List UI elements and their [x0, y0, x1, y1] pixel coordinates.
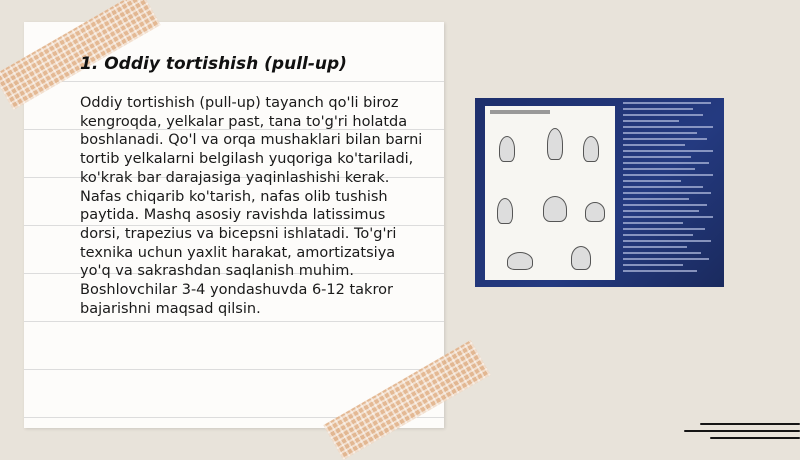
scribble-lines-decoration [680, 419, 800, 439]
figure-icon [497, 198, 513, 224]
figure-icon [571, 246, 591, 270]
figure-icon [499, 136, 515, 162]
body-paragraph: Oddiy tortishish (pull-up) tayanch qo'li biroz kengroqda, yelkalar past, tana to'g'ri holatda boshlanadi. Qo'l va orqa mushaklari bilan barni tortib yelkalarni belgilash yuqoriga ko'tariladi, ko'krak bar darajasiga yaqinlashishi kerak. Nafas chiqarib ko'tarish, nafas olib tushish paytida. Mashq asosiy ravishda latissimus dorsi, trapezius va bicepsni ishlatadi. To'g'ri texnika uchun yaxlit harakat, amortizatsiya yo'q va sakrashdan saqlanish muhim. Boshlovchilar 3-4 yondashuvda 6-12 takror bajarishni maqsad qilsin. [80, 95, 423, 317]
illustration-sheet [485, 106, 615, 280]
page-title: 1. Oddiy tortishish (pull-up) [80, 54, 347, 74]
figure-icon [585, 202, 605, 222]
exercise-illustration [475, 98, 724, 287]
figure-icon [547, 128, 563, 160]
illustration-text-column [623, 102, 719, 282]
sheet-header-line [490, 110, 550, 114]
figure-icon [583, 136, 599, 162]
figure-icon [543, 196, 567, 222]
figure-icon [507, 252, 533, 270]
